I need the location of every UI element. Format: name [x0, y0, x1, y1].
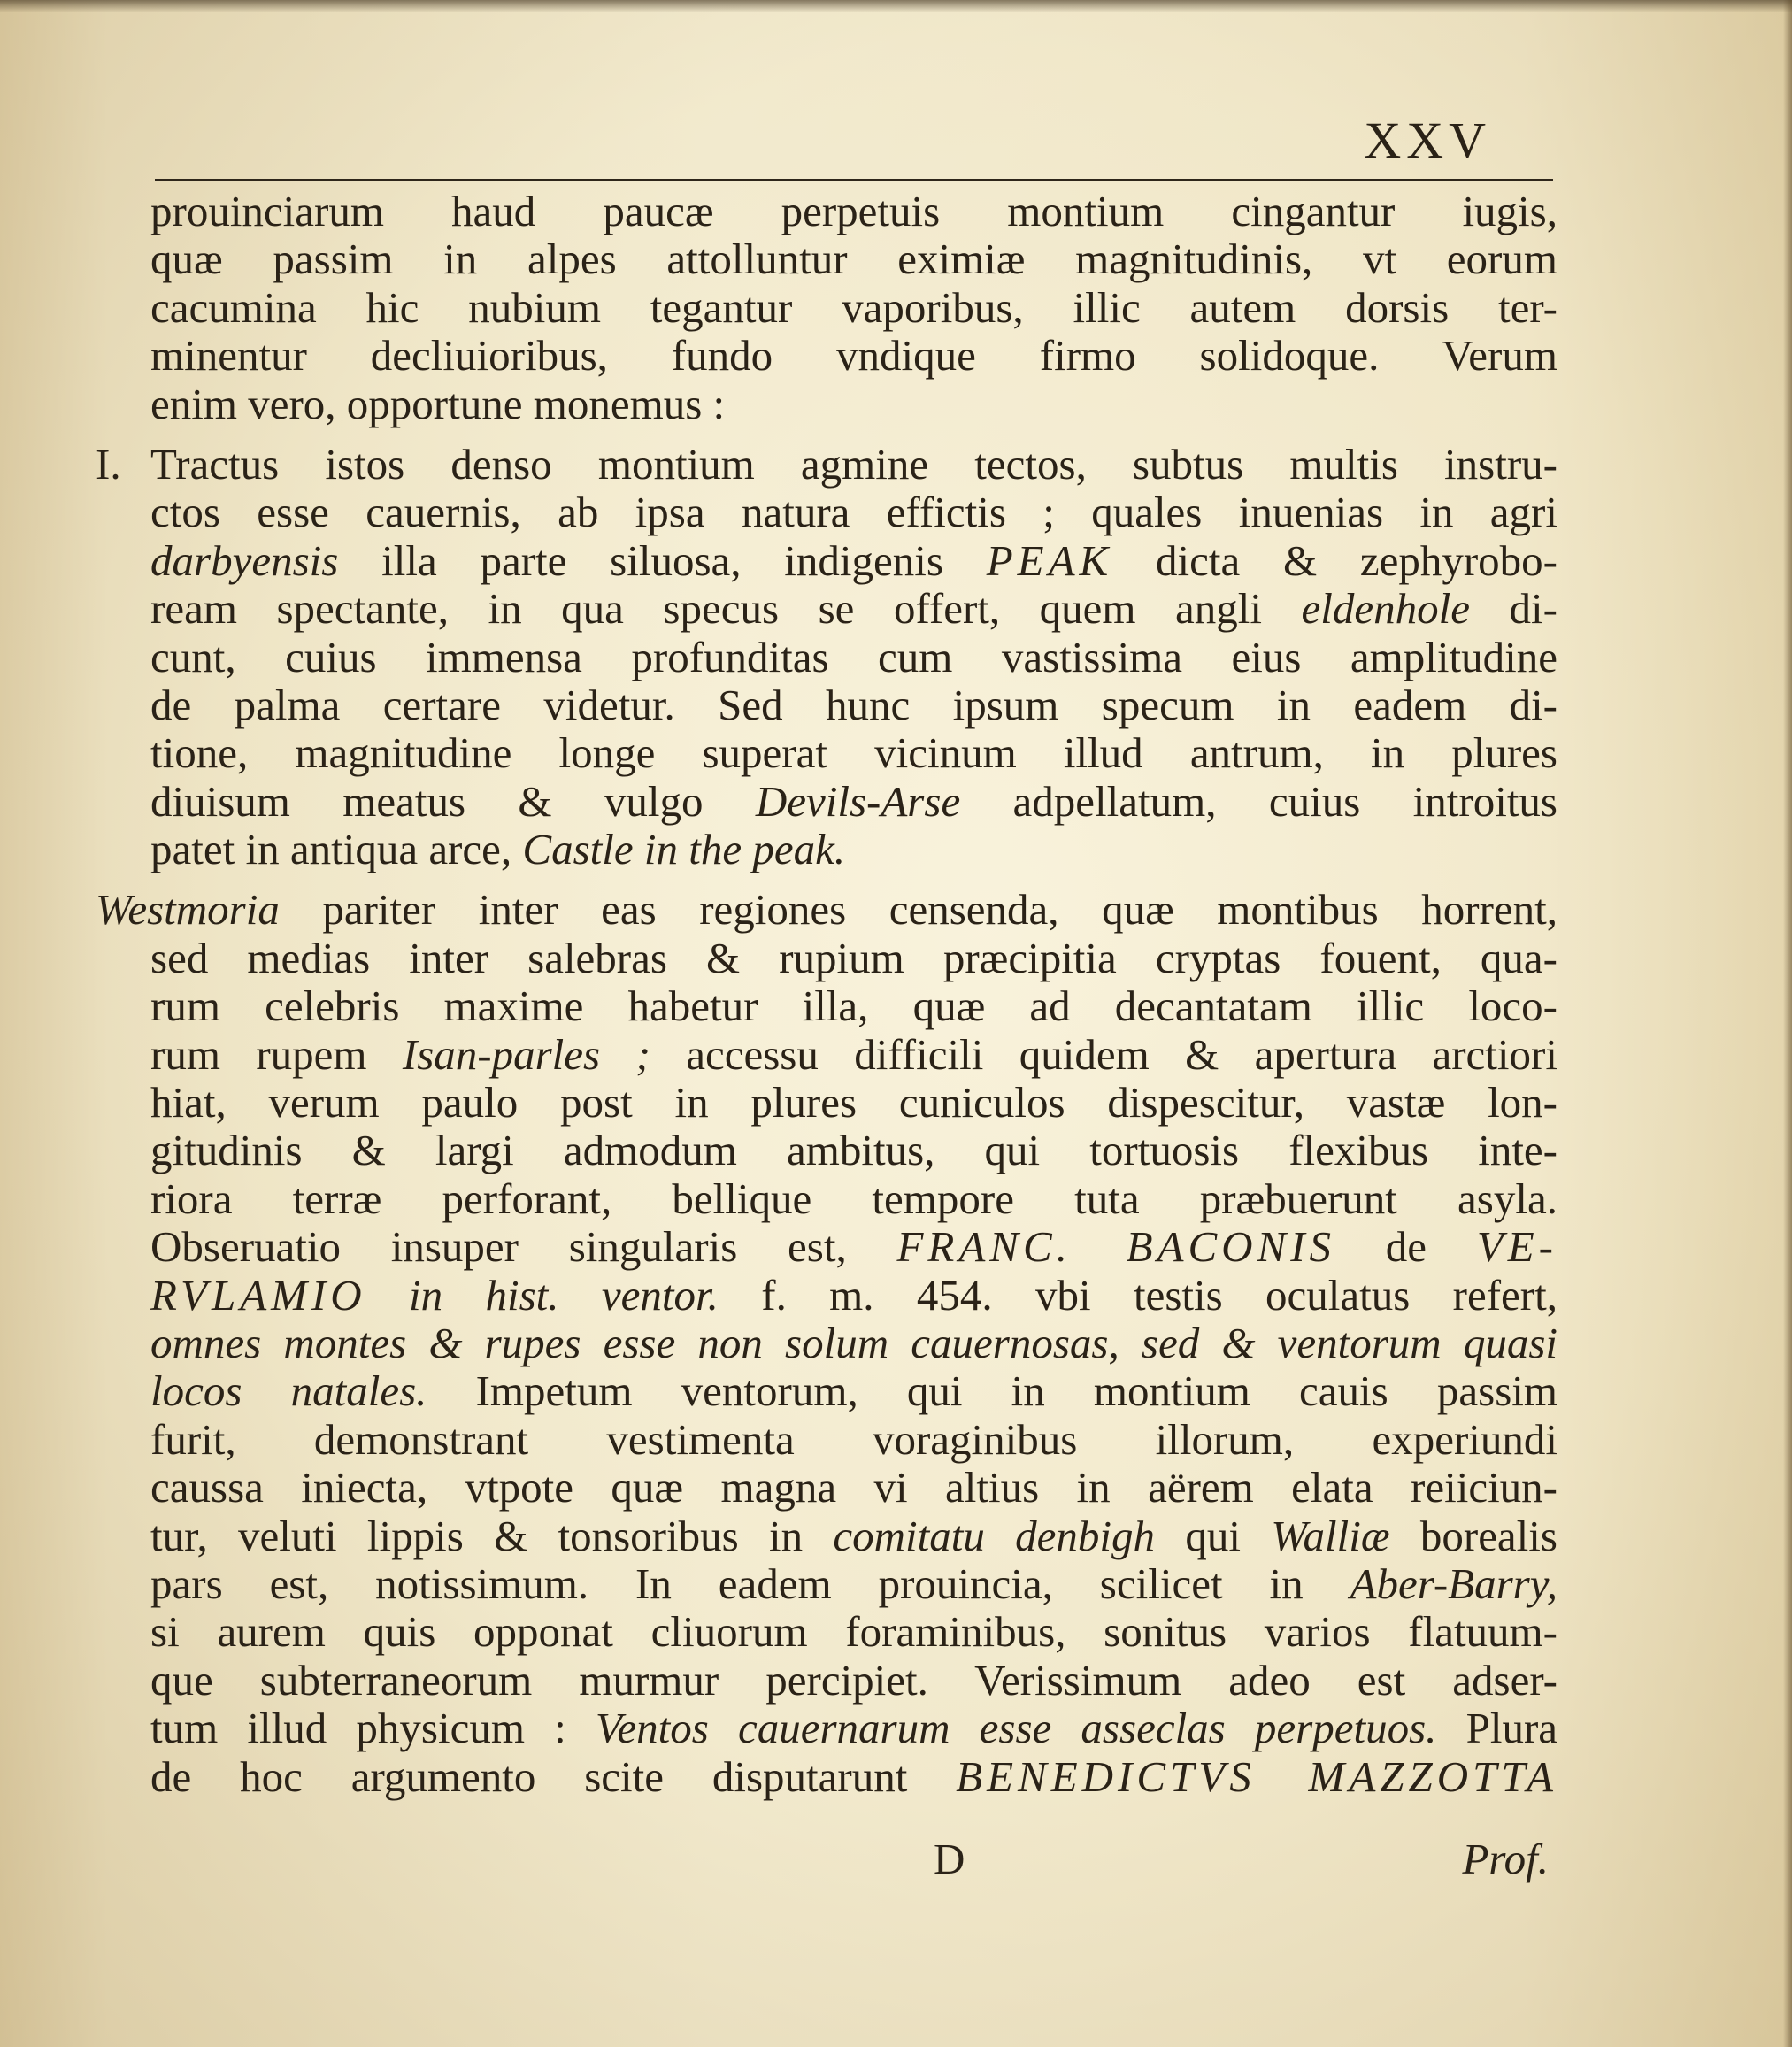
text-line: Westmoria pariter inter eas regiones censenda, quæ montibus horrent, — [96, 885, 1557, 935]
text-line: ream spectante, in qua specus se offert, quem angli eldenhole di- — [150, 584, 1557, 634]
text-line: de palma certare videtur. Sed hunc ipsum specum in eadem di- — [150, 680, 1557, 729]
header-rule — [155, 179, 1553, 181]
text-line: tur, veluti lippis & tonsoribus in comitatu denbigh qui Walliæ borealis — [150, 1511, 1557, 1560]
page-footer — [150, 1834, 1557, 1887]
page-top-shadow — [0, 0, 1792, 12]
text-line: patet in antiqua arce, Castle in the peak. — [150, 825, 846, 874]
text-line: ctos esse cauernis, ab ipsa natura effictis ; quales inuenias in agri — [150, 488, 1557, 537]
text-line: cacumina hic nubium tegantur vaporibus, illic autem dorsis ter- — [150, 282, 1557, 332]
text-line: RVLAMIO in hist. ventor. f. m. 454. vbi testis oculatus refert, — [150, 1270, 1557, 1320]
text-line: locos natales. Impetum ventorum, qui in montium cauis passim — [150, 1366, 1557, 1416]
text-line: quæ passim in alpes attolluntur eximiæ magnitudinis, vt eorum — [150, 235, 1557, 284]
signature-mark: D — [934, 1835, 965, 1883]
page-number: XXV — [1364, 112, 1491, 169]
text-line: rum rupem Isan-parles ; accessu difficili quidem & apertura arctiori — [150, 1029, 1557, 1079]
text-line: minentur decliuioribus, fundo vndique firmo solidoque. Verum — [150, 331, 1557, 381]
text-line: gitudinis & largi admodum ambitus, qui tortuosis flexibus inte- — [150, 1126, 1557, 1175]
numbered-item-1 — [96, 441, 1557, 874]
text-line: riora terræ perforant, bellique tempore tuta præbuerunt asyla. — [150, 1174, 1557, 1223]
paragraph-1 — [150, 188, 1557, 428]
text-line: Obseruatio insuper singularis est, FRANC. BACONIS de VE- — [150, 1222, 1557, 1272]
text-line: si aurem quis opponat cliuorum foraminibus, sonitus varios flatuum- — [150, 1607, 1557, 1657]
text-line: tum illud physicum : Ventos cauernarum esse asseclas perpetuos. Plura — [150, 1704, 1558, 1753]
text-line: rum celebris maxime habetur illa, quæ ad decantatam illic loco- — [150, 981, 1557, 1031]
text-line: darbyensis illa parte siluosa, indigenis PEAK dicta & zephyrobo- — [150, 535, 1557, 585]
text-line: hiat, verum paulo post in plures cuniculos dispescitur, vastæ lon- — [150, 1078, 1557, 1127]
text-line: tione, magnitudine longe superat vicinum illud antrum, in plures — [150, 728, 1557, 778]
catchword: Prof. — [1462, 1835, 1549, 1883]
text-line: sed medias inter salebras & rupium præcipitia cryptas fouent, qua- — [150, 933, 1557, 982]
text-line: I. Tractus istos denso montium agmine tectos, subtus multis instru- — [96, 439, 1557, 489]
body-text — [96, 187, 1558, 1801]
text-line: de hoc argumento scite disputarunt BENEDICTVS MAZZOTTA — [150, 1751, 1557, 1801]
running-header — [155, 111, 1553, 181]
text-line: furit, demonstrant vestimenta voraginibus illorum, experiundi — [150, 1414, 1557, 1464]
text-line: caussa iniecta, vtpote quæ magna vi altius in aërem elata reiiciun- — [150, 1463, 1557, 1512]
text-line: prouinciarum haud paucæ perpetuis montium cingantur iugis, — [150, 187, 1557, 235]
text-line: cunt, cuius immensa profunditas cum vastissima eius amplitudine — [150, 632, 1557, 681]
text-line: omnes montes & rupes esse non solum cauernosas, sed & ventorum quasi — [150, 1318, 1557, 1367]
text-line: diuisum meatus & vulgo Devils-Arse adpellatum, cuius introitus — [150, 776, 1557, 826]
text-line: pars est, notissimum. In eadem prouincia, scilicet in Aber-Barry, — [150, 1558, 1557, 1608]
paragraph-2 — [96, 886, 1557, 1800]
item-number: I. — [96, 439, 121, 489]
text-line: enim vero, opportune monemus : — [150, 379, 726, 428]
text-line: que subterraneorum murmur percipiet. Verissimum adeo est adser- — [150, 1655, 1557, 1705]
page-right-edge — [1783, 0, 1792, 2047]
